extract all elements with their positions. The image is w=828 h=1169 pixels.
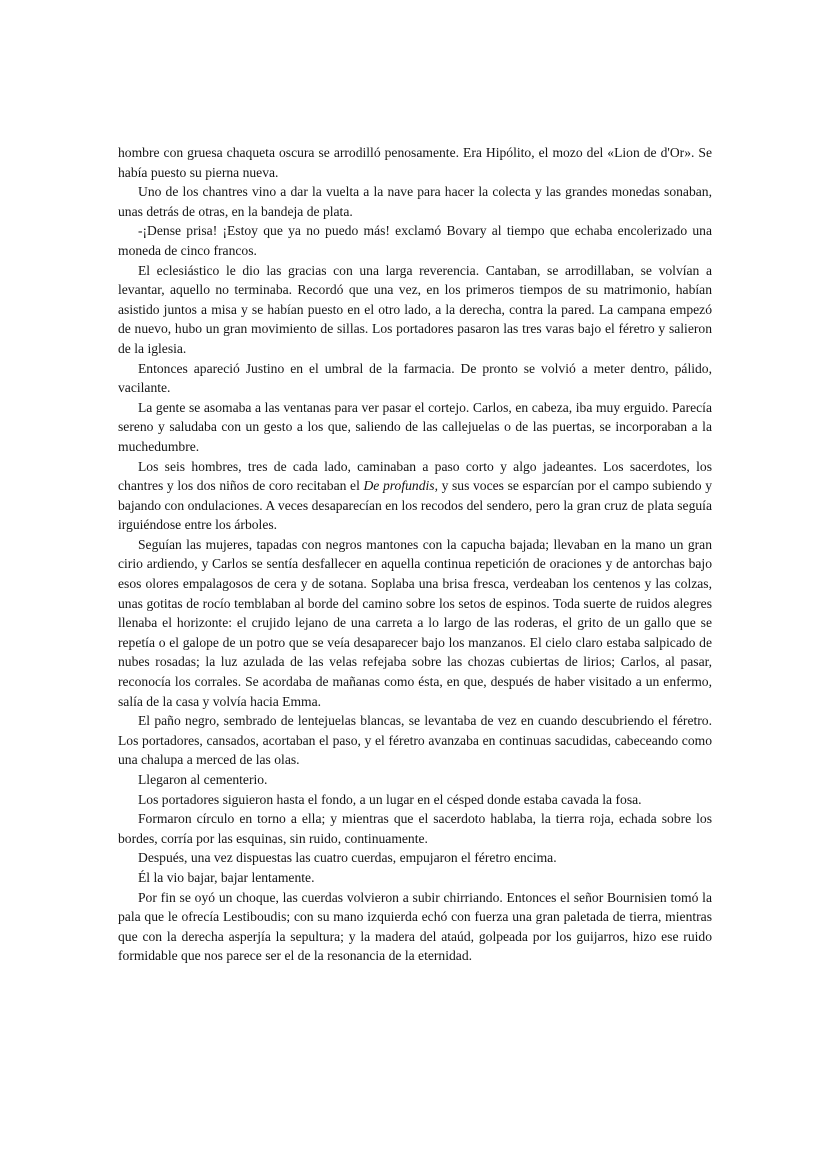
paragraph: Llegaron al cementerio. [138,772,268,787]
paragraph: El paño negro, sembrado de lentejuelas blancas, se levantaba de vez en cuando descubriendo el féretro. Los portadores, cansados, acortaban el paso, y el féretro avanzaba en continuas sacudidas, cabeceando como una chalupa a merced de las olas. [118,713,712,768]
body-text-block [118,143,712,966]
paragraph: El eclesiástico le dio las gracias con una larga reverencia. Cantaban, se arrodillaban, se volvían a levantar, aquello no terminaba. Recordó que una vez, en los primeros tiempos de su matrimonio, habían asistido juntos a misa y se habían puesto en el otro lado, a la derecha, contra la pared. La campana empezó de nuevo, hubo un gran movimiento de sillas. Los portadores pasaron las tres varas bajo el féretro y salieron de la iglesia. [118,262,712,356]
paragraph: Los portadores siguieron hasta el fondo, a un lugar en el césped donde estaba cavada la fosa. [138,791,642,807]
paragraph-text-lead: Los seis hombres, tres de cada lado, caminaban a paso corto y algo jadeantes. Los sacerdotes, los chantres y los dos niños de coro recitaban el [118,458,712,494]
paragraph: Entonces apareció Justino en el umbral de la farmacia. De pronto se volvió a meter dentro, pálido, vacilante. [118,360,712,396]
paragraph: Formaron círculo en torno a ella; y mientras que el sacerdoto hablaba, la tierra roja, echada sobre los bordes, corría por las esquinas, sin ruido, continuamente. [118,811,712,846]
paragraph: Seguían las mujeres, tapadas con negros mantones con la capucha bajada; llevaban en la mano un gran cirio ardiendo, y Carlos se sentía desfallecer en aquella continua repetición de oraciones y de antorchas bajo esos olores empalagosos de cera y de sotana. Soplaba una brisa fresca, verdeaban los centenos y las colzas, unas gotitas de rocío temblaban al borde del camino sobre los setos de espinos. Toda suerte de ruidos alegres llenaba el horizonte: el crujido lejano de una carreta a lo largo de las roderas, el grito de un gallo que se repetía o el galope de un potro que se veía desaparecer bajo los manzanos. El cielo claro estaba salpicado de nubes rosadas; la luz azulada de las velas refejaba sobre las chozas cubiertas de lirios; Carlos, al pasar, reconocía los corrales. Se acordaba de mañanas como ésta, en que, después de haber visitado a un enfermo, salía de la casa y volvía hacia Emma. [118,536,712,709]
paragraph-text-tail: , y sus voces se esparcían por el campo subiendo y bajando con ondulaciones. A veces desaparecían en los recodos del sendero, pero la gran cruz de plata seguía irguiéndose entre los árboles. [118,478,712,533]
paragraph: hombre con gruesa chaqueta oscura se arrodilló penosamente. Era Hipólito, el mozo del «Lion de d'Or». Se había puesto su pierna nueva. [118,145,712,180]
paragraph: -¡Dense prisa! ¡Estoy que ya no puedo más! exclamó Bovary al tiempo que echaba encolerizado una moneda de cinco francos. [118,223,712,258]
paragraph: Uno de los chantres vino a dar la vuelta a la nave para hacer la colecta y las grandes monedas sonaban, unas detrás de otras, en la bandeja de plata. [118,184,712,219]
paragraph: La gente se asomaba a las ventanas para ver pasar el cortejo. Carlos, en cabeza, iba muy erguido. Parecía sereno y saludaba con un gesto a los que, saliendo de las callejuelas o de las puertas, se incorporaban a la muchedumbre. [118,399,712,454]
paragraph: Después, una vez dispuestas las cuatro cuerdas, empujaron el féretro encima. [138,850,557,866]
paragraph-with-latin-quote [118,457,712,535]
paragraph: Él la vio bajar, bajar lentamente. [138,869,315,885]
paragraph: Por fin se oyó un choque, las cuerdas volvieron a subir chirriando. Entonces el señor Bournisien tomó la pala que le ofrecía Lestiboudis; con su mano izquierda echó con fuerza una gran paletada de tierra, mientras que con la derecha asperjía la sepultura; y la madera del ataúd, golpeada por los guijarros, hizo ese ruido formidable que nos parece ser el de la resonancia de la eternidad. [118,889,712,964]
latin-title-de-profundis: De profundis [363,478,435,494]
